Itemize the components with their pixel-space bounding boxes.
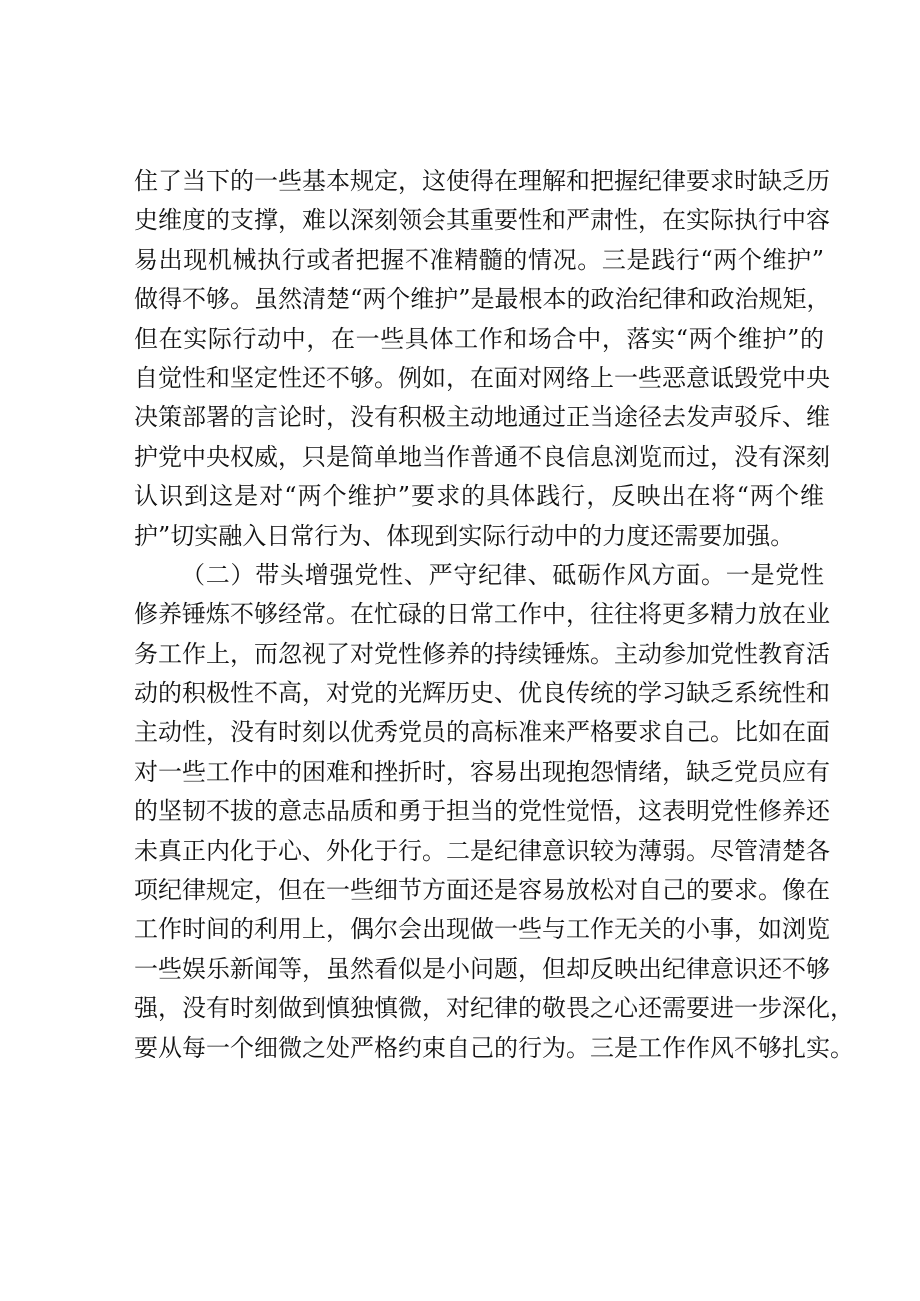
text-line: 做得不够。虽然清楚“两个维护”是最根本的政治纪律和政治规矩， xyxy=(134,285,831,314)
text-line: 护党中央权威，只是简单地当作普通不良信息浏览而过，没有深刻 xyxy=(134,442,830,471)
text-line: 要从每一个细微之处严格约束自己的行为。三是工作作风不够扎实。 xyxy=(134,1033,854,1062)
text-line: 认识到这是对“两个维护”要求的具体践行，反映出在将“两个维 xyxy=(134,482,824,511)
text-line: 对一些工作中的困难和挫折时，容易出现抱怨情绪，缺乏党员应有 xyxy=(134,757,830,786)
text-line: 住了当下的一些基本规定，这使得在理解和把握纪律要求时缺乏历 xyxy=(134,167,830,195)
text-line: 决策部署的言论时，没有积极主动地通过正当途径去发声驳斥、维 xyxy=(134,403,830,432)
text-line: 修养锤炼不够经常。在忙碌的日常工作中，往往将更多精力放在业 xyxy=(134,600,830,629)
text-line: 但在实际行动中，在一些具体工作和场合中，落实“两个维护”的 xyxy=(134,324,824,353)
text-line: 一些娱乐新闻等，虽然看似是小问题，但却反映出纪律意识还不够 xyxy=(134,954,830,983)
text-line: 强，没有时刻做到慎独慎微，对纪律的敬畏之心还需要进一步深化， xyxy=(134,994,854,1023)
text-line: 史维度的支撑，难以深刻领会其重要性和严肃性，在实际执行中容 xyxy=(134,206,830,235)
text-line: 项纪律规定，但在一些细节方面还是容易放松对自己的要求。像在 xyxy=(134,876,830,905)
text-line: 的坚韧不拔的意志品质和勇于担当的党性觉悟，这表明党性修养还 xyxy=(134,797,830,826)
text-line: 务工作上，而忽视了对党性修养的持续锤炼。主动参加党性教育活 xyxy=(134,639,830,668)
text-line: 动的积极性不高，对党的光辉历史、优良传统的学习缺乏系统性和 xyxy=(134,679,830,708)
text-line: 易出现机械执行或者把握不准精髓的情况。三是践行“两个维护” xyxy=(134,245,824,274)
text-line: 护”切实融入日常行为、体现到实际行动中的力度还需要加强。 xyxy=(134,521,795,550)
text-line: 主动性，没有时刻以优秀党员的高标准来严格要求自己。比如在面 xyxy=(134,718,830,747)
text-line: 自觉性和坚定性还不够。例如，在面对网络上一些恶意诋毁党中央 xyxy=(134,363,830,392)
document-body xyxy=(134,162,854,1068)
text-line: 未真正内化于心、外化于行。二是纪律意识较为薄弱。尽管清楚各 xyxy=(134,836,830,865)
text-line: （二）带头增强党性、严守纪律、砥砺作风方面。一是党性 xyxy=(181,560,824,589)
text-line: 工作时间的利用上，偶尔会出现做一些与工作无关的小事，如浏览 xyxy=(134,915,830,944)
